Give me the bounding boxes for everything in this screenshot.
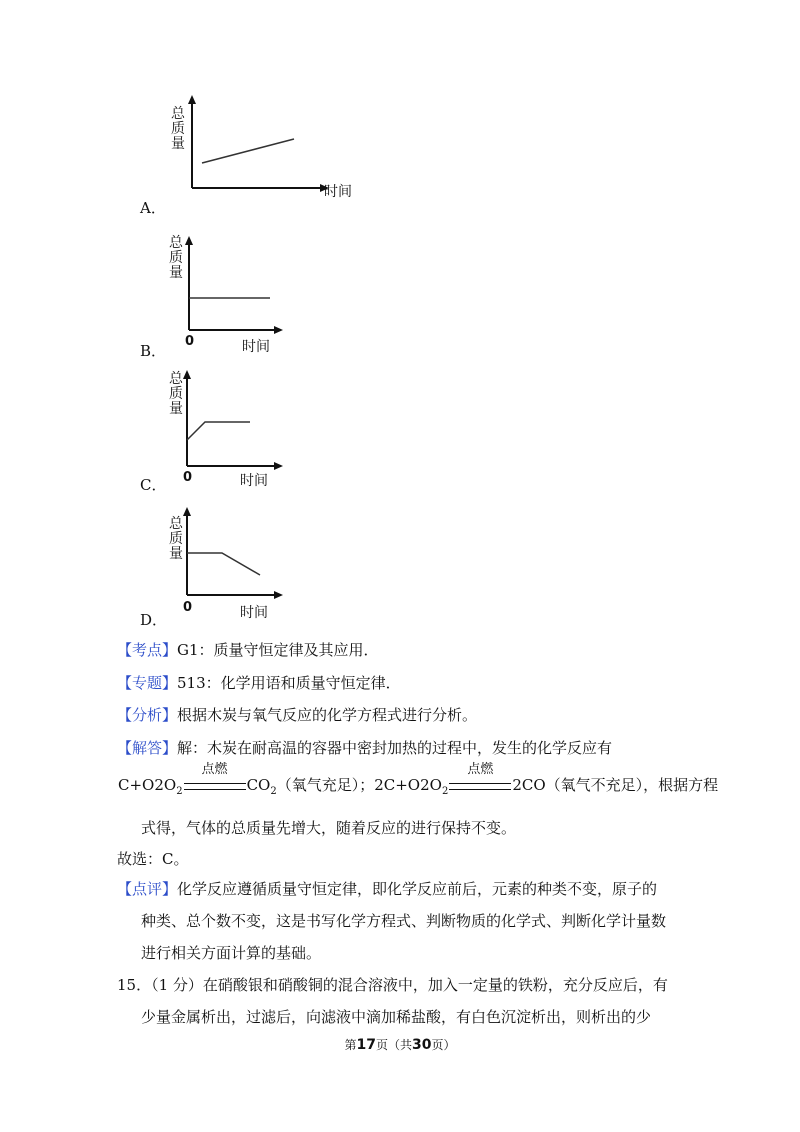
kaodian-line (117, 640, 379, 660)
graph-a-curve (202, 139, 294, 163)
footer-suffix: 页） (431, 1038, 456, 1052)
jieda-line (117, 738, 612, 758)
dianping-tag: 【点评】 (117, 880, 178, 898)
eq2-sub1: 2 (441, 786, 449, 797)
reaction-arrow-2 (449, 762, 511, 795)
option-a-label: A． (140, 199, 166, 217)
total-pages: 30 (412, 1037, 432, 1053)
jieda-tag: 【解答】 (117, 739, 178, 757)
eq1-left: C+O2O (118, 776, 177, 794)
fenxi-text: 根据木炭与氧气反应的化学方程式进行分析。 (177, 706, 478, 724)
question-15-line-2: 少量金属析出，过滤后，向滤液中滴加稀盐酸，有白色沉淀析出，则析出的少 (141, 1008, 652, 1026)
graph-d-curve (187, 553, 260, 575)
page-number: 17 (356, 1037, 376, 1053)
eq1-sub1: 2 (176, 786, 183, 797)
page-footer (0, 1036, 800, 1053)
kaodian-text: G1：质量守恒定律及其应用． (177, 641, 379, 659)
zhuanti-line (117, 673, 401, 693)
origin-label: 0 (185, 334, 195, 349)
option-b-label: B． (140, 342, 167, 360)
eq2-right: 2CO（氧气不充足），根据方程 (512, 776, 719, 794)
reaction-arrow-1 (184, 762, 246, 795)
y-axis-label: 总 质 量 (171, 106, 185, 152)
dianping-text-1: 化学反应遵循质量守恒定律，即化学反应前后，元素的种类不变，原子的 (177, 880, 658, 898)
condition-label: 点燃 (201, 762, 228, 777)
equation-line (118, 762, 719, 802)
zhuanti-tag: 【专题】 (117, 674, 178, 692)
jieda-text: 解：木炭在耐高温的容器中密封加热的过程中，发生的化学反应有 (177, 739, 613, 757)
footer-mid: 页（共 (375, 1038, 412, 1052)
y-axis-label: 总 质 量 (169, 371, 183, 417)
eq1-sub2: 2 (270, 786, 277, 797)
question-15-line-1: 15．（1 分）在硝酸银和硝酸铜的混合溶液中，加入一定量的铁粉，充分反应后，有 (117, 976, 668, 994)
footer-prefix: 第 (344, 1038, 357, 1052)
graph-c (160, 370, 360, 500)
x-axis-label: 时间 (240, 605, 268, 621)
x-axis-label: 时间 (240, 473, 268, 489)
dianping-line-3: 进行相关方面计算的基础。 (141, 944, 322, 962)
dianping-line-1 (117, 879, 657, 899)
origin-label: 0 (183, 600, 193, 615)
graph-c-curve (187, 422, 250, 440)
graph-b-axes (160, 236, 360, 346)
graph-c-axes (160, 370, 360, 480)
kaodian-tag: 【考点】 (117, 641, 178, 659)
fenxi-line (117, 705, 477, 725)
fenxi-tag: 【分析】 (117, 706, 178, 724)
eq1-right: CO (246, 776, 271, 794)
graph-b (160, 236, 360, 366)
eq1-note: （氧气充足）；2C+O2O (276, 776, 442, 794)
y-axis-label: 总 质 量 (169, 235, 183, 281)
answer-line: 故选：C。 (117, 850, 189, 868)
zhuanti-text: 513：化学用语和质量守恒定律． (177, 674, 401, 692)
jieda-continuation: 式得，气体的总质量先增大，随着反应的进行保持不变。 (141, 819, 517, 837)
option-d-label: D． (140, 611, 168, 629)
y-axis-label: 总 质 量 (169, 516, 183, 562)
condition-label: 点燃 (467, 762, 494, 777)
origin-label: 0 (183, 470, 193, 485)
graph-a (160, 95, 360, 215)
x-axis-label: 时间 (324, 184, 352, 200)
option-c-label: C． (140, 476, 167, 494)
graph-d (160, 507, 360, 637)
x-axis-label: 时间 (242, 339, 270, 355)
dianping-line-2: 种类、总个数不变，这是书写化学方程式、判断物质的化学式、判断化学计量数 (141, 912, 667, 930)
